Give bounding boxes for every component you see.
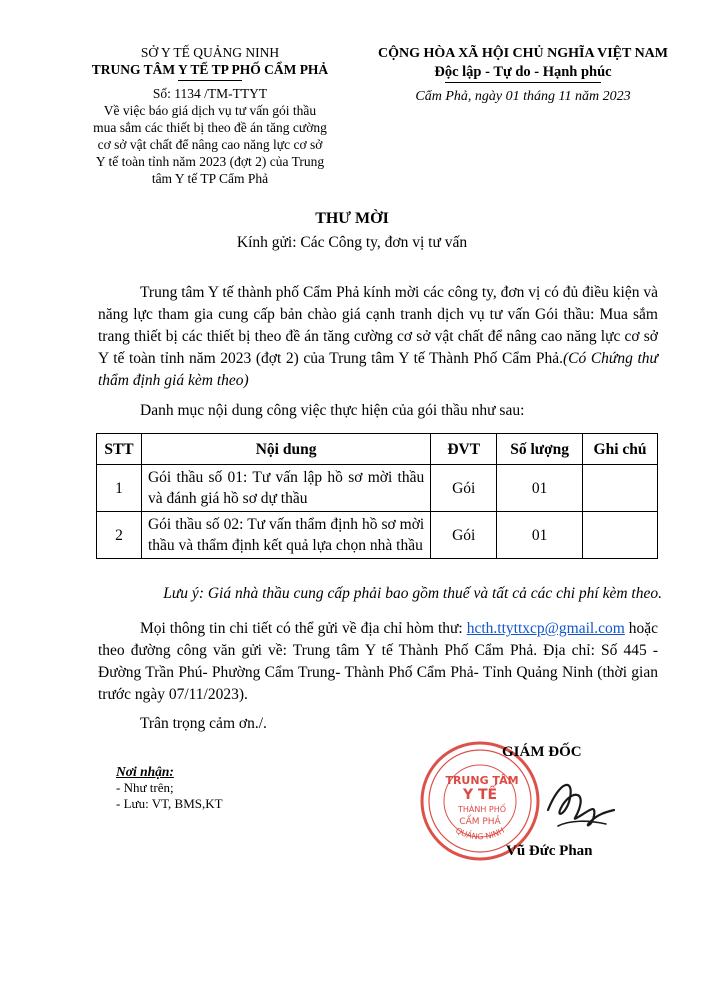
cell-unit: Gói bbox=[431, 465, 497, 512]
price-note: Lưu ý: Giá nhà thầu cung cấp phải bao gồm thuế và tất cả các chi phí kèm theo. bbox=[163, 585, 662, 602]
cell-stt: 1 bbox=[97, 465, 142, 512]
stamp-ring-bottom: QUẢNG NINH bbox=[453, 825, 507, 842]
recipient-item: - Như trên; bbox=[116, 780, 174, 795]
doc-subject: Về việc báo giá dịch vụ tư vấn gói thầu mua sắm các thiết bị theo đề án tăng cường cơ sở vật chất để nâng cao năng lực cơ sở Y tế toàn tỉnh năm 2023 (đợt 2) của Trung tâm Y tế TP Cẩm Phả bbox=[93, 103, 327, 186]
work-items-table bbox=[96, 433, 658, 559]
col-header-content: Nội dung bbox=[141, 434, 430, 465]
email-link[interactable]: hcth.ttyttxcp@gmail.com bbox=[466, 620, 625, 637]
country-name: CỘNG HÒA XÃ HỘI CHỦ NGHĨA VIỆT NAM bbox=[377, 46, 668, 61]
greeting-line: Kính gửi: Các Công ty, đơn vị tư vấn bbox=[236, 234, 468, 251]
issuer-header bbox=[88, 44, 332, 187]
invitation-text: Trung tâm Y tế thành phố Cẩm Phả kính mời các công ty, đơn vị có đủ điều kiện và năng lực tham gia cung cấp bản chào giá cạnh tranh dịch vụ tư vấn Gói thầu: Mua sắm trang thiết bị các thiết bị theo đề án tăng cường cơ sở vật chất để nâng cao năng lực cơ sở Y tế toàn tỉnh năm 2023 (đợt 2) của Trung tâm Y tế Thành Phố Cẩm Phả. bbox=[98, 284, 658, 367]
signer-title: GIÁM ĐỐC bbox=[502, 744, 582, 760]
closing-thanks: Trân trọng cảm ơn./. bbox=[140, 715, 267, 732]
recipient-item: - Lưu: VT, BMS,KT bbox=[116, 796, 223, 811]
issue-date: Cẩm Phả, ngày 01 tháng 11 năm 2023 bbox=[415, 89, 631, 104]
stamp-line-2: Y TẾ bbox=[462, 787, 498, 803]
col-header-note: Ghi chú bbox=[583, 434, 658, 465]
cell-note bbox=[583, 512, 658, 559]
recipients-heading: Nơi nhận: bbox=[116, 764, 174, 779]
stamp-line-3: THÀNH PHỐ bbox=[457, 805, 507, 814]
cell-qty: 01 bbox=[497, 512, 583, 559]
col-header-qty: Số lượng bbox=[497, 434, 583, 465]
scope-intro: Danh mục nội dung công việc thực hiện của gói thầu như sau: bbox=[140, 402, 525, 419]
contact-suffix: hoặc theo đường công văn gửi về: Trung tâm Y tế Thành Phố Cẩm Phả. Địa chỉ: Số 445 - Đường Trần Phú- Phường Cẩm Trung- Thành Phố Cẩm Phả- Tỉnh Quảng Ninh (thời gian trước ngày 07/11/2023). bbox=[98, 620, 659, 703]
national-header bbox=[362, 44, 684, 106]
national-motto: Độc lập - Tự do - Hạnh phúc bbox=[434, 64, 612, 80]
header-right-divider bbox=[445, 82, 601, 83]
cell-note bbox=[583, 465, 658, 512]
center-name: TRUNG TÂM Y TẾ TP PHỐ CẨM PHẢ bbox=[91, 62, 329, 77]
cell-stt: 2 bbox=[97, 512, 142, 559]
table-header-row bbox=[97, 434, 658, 465]
handwritten-signature bbox=[540, 770, 620, 840]
table-row bbox=[97, 465, 658, 512]
invitation-attachment-note: (Có Chứng thư thẩm định giá kèm theo) bbox=[98, 350, 658, 389]
contact-prefix: Mọi thông tin chi tiết có thể gửi về địa chỉ hòm thư: bbox=[140, 620, 463, 637]
stamp-ring-text bbox=[454, 826, 506, 841]
cell-content: Gói thầu số 02: Tư vấn thẩm định hồ sơ mời thầu và thẩm định kết quả lựa chọn nhà thầu bbox=[141, 512, 430, 559]
ministry-name: SỞ Y TẾ QUẢNG NINH bbox=[140, 45, 280, 60]
signer-name: Vũ Đức Phan bbox=[506, 843, 593, 859]
stamp-line-4: CẨM PHẢ bbox=[459, 817, 501, 827]
stamp-line-1: TRUNG TÂM bbox=[445, 774, 519, 787]
doc-number: Số: 1134 /TM-TTYT bbox=[152, 86, 268, 101]
col-header-unit: ĐVT bbox=[431, 434, 497, 465]
contact-paragraph bbox=[98, 618, 658, 706]
cell-unit: Gói bbox=[431, 512, 497, 559]
col-header-stt: STT bbox=[97, 434, 142, 465]
invitation-paragraph bbox=[98, 282, 658, 392]
letter-title: THƯ MỜI bbox=[315, 210, 389, 227]
header-left-divider bbox=[178, 80, 242, 81]
cell-qty: 01 bbox=[497, 465, 583, 512]
table-row bbox=[97, 512, 658, 559]
recipients-block bbox=[116, 764, 223, 812]
cell-content: Gói thầu số 01: Tư vấn lập hồ sơ mời thầu và đánh giá hồ sơ dự thầu bbox=[141, 465, 430, 512]
